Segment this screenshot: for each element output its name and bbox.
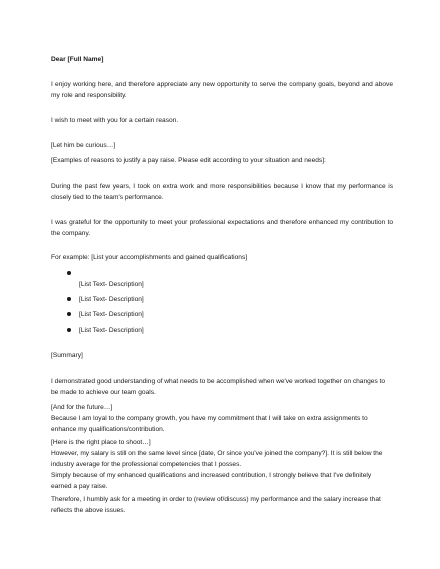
grateful-paragraph: I was grateful for the opportunity to meet your professional expectations and therefore enhanced my contribution to the company. [51, 219, 393, 237]
shoot-heading: [Here is the right place to shoot…] [51, 439, 151, 446]
bullet-icon [67, 297, 71, 301]
curious-note: [Let him be curious…] [51, 142, 116, 149]
bullet-icon [67, 312, 71, 316]
future-paragraph: Because I am loyal to the company growth, you have my commitment that I will take on extra assignments to enhance my qualifications/contribution. [51, 415, 368, 433]
understanding-paragraph: I demonstrated good understanding of what needs to be accomplished when we've worked together on changes to be made to achieve our team goals. [51, 378, 386, 396]
intro-paragraph: I enjoy working here, and therefore appreciate any new opportunity to serve the company goals, beyond and above my role and responsibility. [51, 81, 393, 99]
salary-paragraph: However, my salary is still on the same level since [date, Or since you've joined the company?]. It is still below the industry average for the professional competencies that I posses. [51, 450, 383, 468]
examples-note: [Examples of reasons to justify a pay raise. Please edit according to your situation and needs]: [51, 157, 326, 164]
list-item: [List Text- Description] [79, 311, 144, 318]
list-item: [List Text- Description] [79, 281, 144, 288]
earned-raise-paragraph: Simply because of my enhanced qualifications and increased contribution, I strongly believe that I've definitely earned a pay raise. [51, 472, 372, 490]
past-years-paragraph: During the past few years, I took on extra work and more responsibilities because I know that my performance is closely tied to the team's performance. [51, 183, 393, 201]
closing-request-paragraph: Therefore, I humbly ask for a meeting in order to (review of/discuss) my performance and the salary increase that reflects the above issues. [51, 496, 381, 514]
for-example-paragraph: For example: [List your accomplishments and gained qualifications] [51, 254, 248, 261]
summary-note: [Summary] [51, 352, 83, 359]
salutation: Dear [Full Name] [51, 56, 104, 63]
list-item: [List Text- Description] [79, 296, 144, 303]
bullet-icon [67, 271, 71, 275]
bullet-icon [67, 328, 71, 332]
future-heading: [And for the future…] [51, 404, 113, 411]
list-item: [List Text- Description] [79, 327, 144, 334]
meet-paragraph: I wish to meet with you for a certain reason. [51, 117, 179, 124]
